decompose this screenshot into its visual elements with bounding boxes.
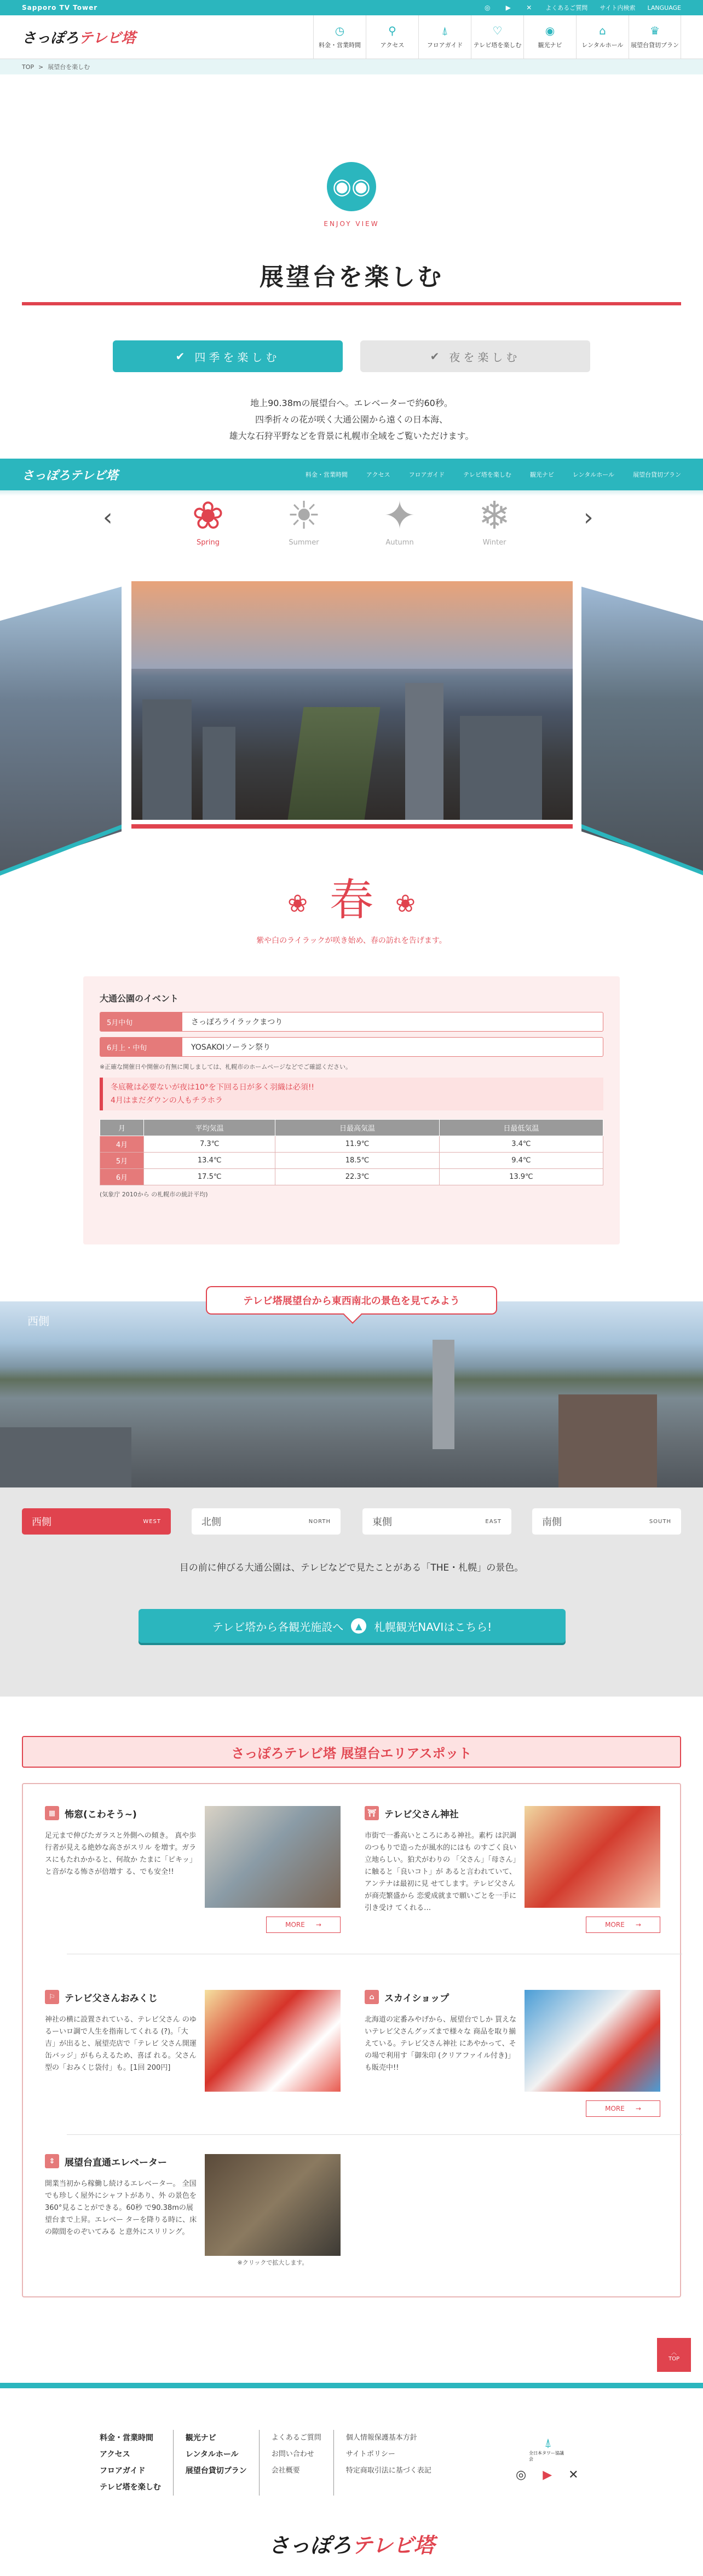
global-nav [313,15,681,59]
direction-en: WEST [143,1518,161,1525]
directions-callout: テレビ塔展望台から東西南北の景色を見てみよう [206,1286,497,1315]
table-header: 日最高気温 [275,1120,439,1136]
nav-item-floor[interactable] [418,15,471,59]
nav-item-price[interactable] [313,15,366,59]
site-search-link[interactable]: サイト内検索 [600,4,636,11]
shop-icon: ⌂ [365,1990,379,2004]
sticky-nav-item[interactable]: 観光ナビ [529,471,554,478]
temperature-table [100,1119,603,1185]
snowflake-icon: ❄ [478,493,511,538]
spot-photo[interactable] [205,2154,341,2256]
intro-line: 地上90.38mの展望台へ。エレベーターで約60秒。 [250,398,453,408]
event-date: 5月中旬 [100,1012,182,1031]
map-icon: ◉ [545,24,555,37]
season-label: Winter [482,539,506,547]
tip-line: 冬底靴は必要ないが夜は10°を下回る日が多く羽織は必須!! [111,1083,315,1092]
nav-label: レンタルホール [581,41,624,49]
window-icon: ▦ [45,1806,59,1820]
direction-en: NORTH [308,1518,331,1525]
tower-council-badge[interactable] [529,2436,567,2462]
event-row [100,1037,603,1057]
spot-description: 北海道の定番みやげから、展望台でしか 買えないテレビ父さんグッズまで様々な 商品を取り揃えている。テレビ父さん神社 にあやかって、その場で利用す「御朱印 (クリアファイル付き)」も販売中!! [365,2016,517,2072]
spot-description: 神社の横に設置されている、テレビ父さん のゆるーいロ調で人生を指南してくれる (?)。「大吉」が出ると、展望売店で「テレビ 父さん開運缶バッジ」がもらえるため、喜ば れる。父さん型の「おみくじ袋付」も。[1回 200円] [45,2016,197,2072]
band-shadow [0,490,703,496]
spot-photo [525,1806,660,1908]
season-label: Autumn [385,539,414,547]
spot-title: スカイショップ [384,1993,450,2004]
pin-icon: ⚲ [388,24,396,37]
season-winter[interactable] [467,493,522,547]
tab-label: 四季を楽しむ [194,350,280,364]
event-name: YOSAKOIソーラン祭り [191,1043,271,1052]
site-header [0,15,703,59]
top-utility-bar [0,0,703,15]
sticky-nav-item[interactable]: テレビ塔を楽しむ [463,471,511,478]
photo-building [460,716,542,820]
table-header: 平均気温 [144,1120,275,1136]
sticky-nav-item[interactable]: アクセス [366,471,390,478]
panorama-label: 西側 [27,1315,49,1328]
spot-description: 開業当初から稼働し続けるエレベーター。 全国でも珍しく屋外にシャフトがあり、外 の景色を360°見ることができる。60秒 で90.38mの展望台まで上昇。エレベー ターを降りる時に、床の隙間をのぞいてみる と意外にスリリング。 [45,2180,197,2236]
direction-tab-east[interactable] [362,1508,511,1535]
spot-card [45,1990,341,2072]
direction-jp: 北側 [201,1516,221,1528]
more-button[interactable] [586,1917,660,1933]
spots-box [22,1783,681,2297]
photo-sky [131,581,573,669]
nav-label: テレビ塔を楽しむ [473,41,522,49]
photo-building [203,727,235,820]
clock-icon: ◷ [335,24,345,37]
table-row [100,1153,603,1169]
page-title: 展望台を楽しむ [260,263,443,291]
footer-logo[interactable] [0,2528,703,2558]
more-button[interactable] [586,2100,660,2117]
intro-line: 四季折々の花が咲く大通公園から遠くの日本海、 [255,414,448,425]
spot-description: 足元まで伸びたガラスと外側への傾き。 真や歩行者が見える絶妙な高さがスリル を増す。ガラスにもたれかかると、何故か たまに「ピキッ」と音がなる怖さが倍増す る、でも安全!! [45,1832,197,1876]
clothing-tip [100,1078,603,1110]
footer-link[interactable]: 料金・営業時間 [100,2434,153,2442]
chevron-left-icon[interactable]: ‹ [103,503,113,531]
spot-title: テレビ父さん神社 [384,1809,459,1820]
spot-title: テレビ父さんおみくじ [65,1993,158,2004]
direction-jp: 西側 [32,1516,51,1528]
table-note: (気象庁 2010から の札幌市の統計平均) [100,1191,208,1198]
spot-title: 展望台直通エレベーター [65,2157,167,2168]
carousel-main-image [131,581,573,820]
spot-description: 市街で一番高いところにある神社。素朽 は沢調のつもりで造ったが風水的にはも のすごく良い立地らしい。狛犬がわりの 「父さん」「母さん」に触ると「良いコト」が あると言われていて、アンテナは最初に見 せてします。テレビ父さんが商売繁盛から 恋愛成就まで願いごとを一手に引き受け てくれる… [365,1832,517,1912]
badge-text: 全日本タワー協議会 [529,2451,564,2462]
flower-icon: ❀ [287,889,308,918]
logo-text: さっぽろ [268,2533,352,2557]
nav-label: 料金・営業時間 [319,41,361,49]
top-label: TOP [668,2356,679,2362]
sticky-header [0,459,703,490]
more-label: MORE [605,1921,625,1929]
photo-building [405,683,443,820]
flower-icon: ❀ [192,493,224,538]
button-label: 札幌観光NAVIはこちら! [374,1620,492,1634]
direction-tab-west[interactable] [22,1508,171,1535]
footer-link[interactable]: フロアガイド [100,2467,146,2475]
sticky-nav-item[interactable]: フロアガイド [408,471,445,478]
table-cell: 11.9℃ [275,1136,439,1153]
sun-icon: ☀ [286,493,321,538]
season-autumn[interactable] [372,493,427,547]
photo-building [0,1427,131,1487]
elevator-icon: ⇕ [45,2154,59,2168]
events-box [83,976,620,1244]
direction-en: EAST [485,1518,502,1525]
chevron-right-icon[interactable]: › [584,503,593,531]
nav-label: アクセス [380,41,405,49]
chevron-up-icon: ︿ [671,2350,677,2356]
youtube-icon[interactable]: ▶ [505,4,511,11]
season-summer[interactable] [276,493,331,547]
table-cell: 7.3℃ [144,1136,275,1153]
table-cell: 9.4℃ [439,1153,603,1169]
site-logo[interactable] [22,27,192,47]
logo-text-accent: テレビ塔 [352,2533,435,2557]
carousel-next-image[interactable] [581,587,703,871]
footer-link[interactable]: サイトポリシー [345,2450,395,2458]
check-icon: ✔ [175,350,188,363]
logo-text: さっぽろ [22,30,79,47]
nav-item-navi[interactable] [523,15,576,59]
direction-jp: 南側 [542,1516,562,1528]
tab-four-seasons[interactable] [113,340,343,372]
table-header: 日最低気温 [439,1120,603,1136]
more-button[interactable] [266,1917,341,1933]
omikuji-icon: ⚐ [45,1990,59,2004]
logo-text-accent: テレビ塔 [79,30,136,47]
nav-label: 観光ナビ [538,41,562,49]
spot-card [365,1806,660,1929]
more-label: MORE [285,1921,305,1929]
spots-heading: さっぽろテレビ塔 展望台エリアスポット [22,1736,681,1768]
brand-text: Sapporo TV Tower [22,4,98,11]
spot-card [45,2154,341,2266]
footer-link[interactable]: アクセス [100,2450,130,2459]
sticky-nav-item[interactable]: 展望台貸切プラン [633,471,681,478]
direction-en: SOUTH [649,1518,671,1525]
tip-line: 4月はまだダウンの人もチラホラ [111,1096,223,1105]
footer-links [88,2430,443,2496]
table-row [100,1136,603,1153]
photo-park [288,707,381,820]
footer-link[interactable]: 個人情報保護基本方針 [345,2434,417,2442]
spot-card [45,1806,341,1929]
tab-night[interactable] [360,340,590,372]
shrine-icon: ⛩ [365,1806,379,1820]
tower-icon: ⍋ [441,24,448,37]
binoculars-icon: ◉◉ [327,162,376,211]
photo-building [142,699,192,820]
footer-link[interactable]: 観光ナビ [185,2434,216,2442]
event-row [100,1012,603,1032]
title-underline [22,302,681,305]
season-label: Spring [197,539,220,547]
photo-building [558,1394,657,1487]
instagram-icon[interactable]: ◎ [485,4,491,11]
page-eyebrow: ENJOY VIEW [324,220,379,228]
season-label: Summer [289,539,319,547]
check-icon: ✔ [430,350,443,363]
table-cell: 6月 [100,1169,144,1185]
photo-caption: ※クリックで拡大します。 [237,2259,308,2266]
sticky-nav-item[interactable]: 料金・営業時間 [305,471,348,478]
season-subtitle: 紫や白のライラックが咲き始め、春の訪れを告げます。 [256,936,447,945]
table-cell: 17.5℃ [144,1169,275,1185]
table-row [100,1169,603,1185]
instagram-icon[interactable]: ◎ [516,2468,527,2482]
tab-label: 夜を楽しむ [449,350,521,364]
event-name: さっぽろライラックまつり [191,1018,283,1027]
direction-description: 目の前に伸びる大通公園は、テレビなどで見たことがある「THE・札幌」の景色。 [179,1562,524,1573]
event-date: 6月上・中旬 [100,1038,182,1056]
table-header: 月 [100,1120,144,1136]
arrow-up-icon: ▲ [351,1618,366,1634]
plan-icon: ♛ [650,24,660,37]
x-icon[interactable]: ✕ [568,2468,579,2482]
breadcrumb-sep: > [38,63,44,71]
table-cell: 3.4℃ [439,1136,603,1153]
carousel-prev-image[interactable] [0,587,122,871]
arrow-right-icon: → [315,1921,321,1929]
panorama-image [0,1301,703,1487]
events-note: ※正確な開催日や開催の有無に関しましては、札幌市のホームページなどでご確認ください。 [100,1063,352,1070]
footer-link[interactable]: テレビ塔を楽しむ [100,2483,161,2492]
button-label: テレビ塔から各観光施設へ [212,1620,344,1634]
spot-card [365,1990,660,2112]
photo-building [433,1340,454,1449]
hall-icon: ⌂ [599,24,606,37]
table-cell: 4月 [100,1136,144,1153]
nav-label: 展望台貸切プラン [631,41,679,49]
footer-link[interactable]: よくあるご質問 [271,2434,321,2442]
footer-divider [0,2383,703,2388]
direction-tab-north[interactable] [192,1508,341,1535]
table-cell: 18.5℃ [275,1153,439,1169]
slide-accent-main [131,824,573,829]
spot-photo [205,1990,341,2092]
footer-link[interactable]: 会社概要 [271,2467,300,2475]
nav-item-access[interactable] [366,15,418,59]
flower-icon: ❀ [395,889,416,918]
back-to-top-button[interactable] [657,2338,691,2372]
language-link[interactable]: LANGUAGE [647,4,681,11]
events-heading: 大通公園のイベント [100,993,179,1004]
season-heading [0,865,703,928]
direction-tab-south[interactable] [532,1508,681,1535]
direction-jp: 東側 [372,1516,392,1528]
tower-icon: ⍋ [544,2436,552,2450]
intro-text [0,395,703,444]
spot-title: 怖窓(こわそう~) [65,1809,137,1820]
season-spring[interactable] [181,493,235,547]
nav-label: フロアガイド [427,41,463,49]
heart-icon: ♡ [492,24,503,37]
table-cell: 5月 [100,1153,144,1169]
x-icon[interactable]: ✕ [526,4,532,11]
more-label: MORE [605,2105,625,2112]
table-cell: 13.9℃ [439,1169,603,1185]
spot-photo [205,1806,341,1908]
table-cell: 13.4℃ [144,1153,275,1169]
intro-line: 雄大な石狩平野などを背景に札幌市全域をご覧いただけます。 [229,431,474,441]
footer-link[interactable]: お問い合わせ [271,2450,314,2458]
spot-photo [525,1990,660,2092]
sticky-nav-item[interactable]: レンタルホール [572,471,614,478]
arrow-right-icon: → [635,1921,641,1929]
sticky-logo[interactable]: さっぽろテレビ塔 [22,468,118,483]
breadcrumb [0,59,703,74]
season-heading-text: 春 [330,875,373,925]
faq-link[interactable]: よくあるご質問 [545,4,588,11]
sightseeing-navi-button[interactable] [139,1609,566,1643]
arrow-right-icon: → [635,2105,641,2112]
footer-social [516,2468,579,2482]
footer-link[interactable]: 特定商取引法に基づく表記 [345,2467,431,2475]
table-cell: 22.3℃ [275,1169,439,1185]
footer-link[interactable]: レンタルホール [185,2450,239,2459]
breadcrumb-current: 展望台を楽しむ [48,63,90,71]
footer-link[interactable]: 展望台貸切プラン [185,2467,247,2475]
leaf-icon: ✦ [383,493,416,538]
nav-item-hall[interactable] [576,15,629,59]
breadcrumb-home[interactable]: TOP [22,63,34,71]
nav-item-plan[interactable] [629,15,681,59]
divider [67,2134,682,2135]
youtube-icon[interactable]: ▶ [543,2468,552,2482]
nav-item-enjoy[interactable] [471,15,523,59]
